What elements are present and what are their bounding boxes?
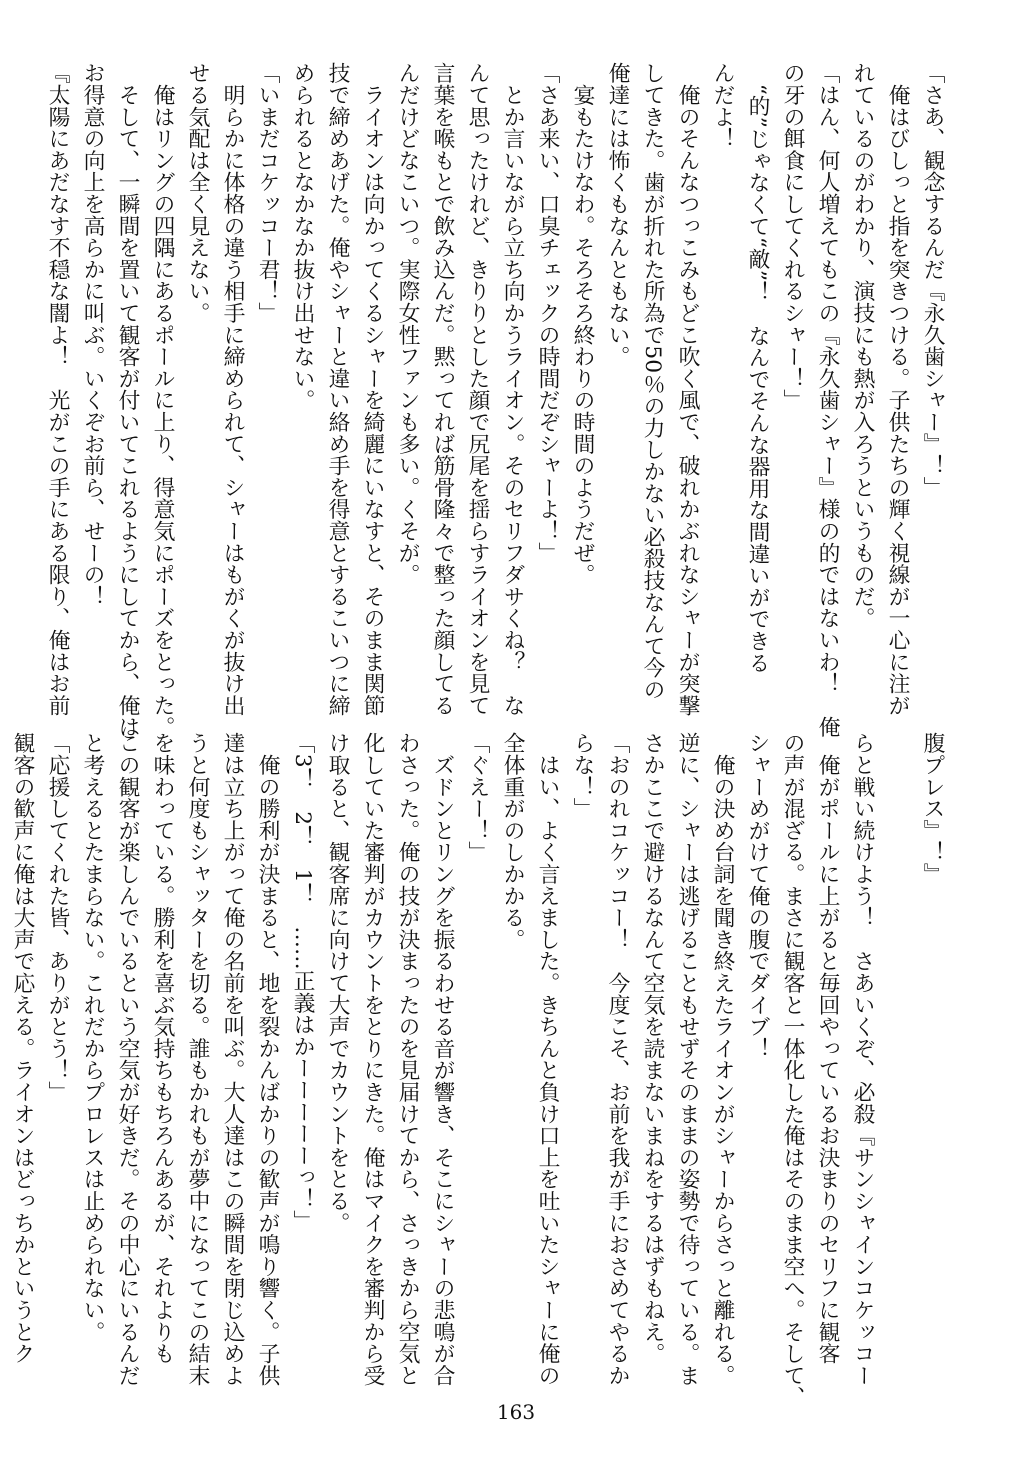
text-line: そして、一瞬間を置いて観客が付いてこれるようにしてから、俺は [115,62,140,738]
text-line: お得意の向上を高らかに叫ぶ。いくぞお前ら、せーの！ [80,62,105,607]
text-line: わさった。俺の技が決まったのを見届けてから、さっきから空気と [395,732,420,1386]
text-line: 俺達には怖くもなんともない。 [605,62,630,368]
text-line: 俺のそんなつっこみもどこ吹く風で、破れかぶれなシャーが突撃 [675,62,700,716]
text-line: の声が混ざる。まさに観客と一体化した俺はそのまま空へ。そして、 [780,732,805,1408]
text-line: 逆に、シャーは逃げることもせずそのままの姿勢で待っている。ま [675,732,700,1386]
text-line: うと何度もシャッターを切る。誰もかれもが夢中になってこの結末 [185,732,210,1386]
text-line: 俺がポールに上がると毎回やっているお決まりのセリフに観客 [815,732,840,1365]
text-line: んて思ったけれど、きりりとした顔で尻尾を揺らすライオンを見て [465,62,490,716]
text-tier-bottom [10,732,950,1408]
text-line: この観客が楽しんでいるという空気が好きだ。その中心にいるんだ [115,732,140,1386]
text-line: を味わっている。勝利を喜ぶ気持ちもちろんあるが、それよりも [150,732,175,1365]
text-line: 俺はびしっと指を突きつける。子供たちの輝く視線が一心に注が [885,62,910,716]
text-tier-top [45,62,950,738]
text-line: の牙の餌食にしてくれるシャー！」 [780,62,805,411]
text-line: シャーめがけて俺の腹でダイブ！ [745,732,770,1059]
text-line: 言葉を喉もとで飲み込んだ。黙ってれば筋骨隆々で整った顔してる [430,62,455,716]
text-line: 観客の歓声に俺は大声で応える。ライオンはどっちかというとク [10,732,35,1365]
text-line: 俺はリングの四隅にあるポールに上り、得意気にポーズをとった。 [150,62,175,738]
text-line: 全体重がのしかかる。 [500,732,525,950]
text-line: れているのがわかり、演技にも熱が入ろうというものだ。 [850,62,875,629]
text-line: 化していた審判がカウントをとりにきた。俺はマイクを審判から受 [360,732,385,1386]
text-line: ライオンは向かってくるシャーを綺麗にいなすと、そのまま関節 [360,62,385,716]
text-line: とか言いながら立ち向かうライオン。そのセリフダサくね？ な [500,62,525,716]
page-number: 163 [496,1400,536,1424]
text-line: 宴もたけなわ。そろそろ終わりの時間のようだぜ。 [570,62,595,586]
text-line: してきた。歯が折れた所為で50％の力しかない必殺技なんて今の [640,62,665,701]
text-line: 「おのれコケッコー！ 今度こそ、お前を我が手におさめてやるか [605,732,630,1386]
text-line: と考えるとたまらない。これだからプロレスは止められない。 [80,732,105,1343]
text-line: け取ると、観客席に向けて大声でカウントをとる。 [325,732,350,1234]
text-line: 『太陽にあだなす不穏な闇よ！ 光がこの手にある限り、俺はお前 [45,62,70,716]
text-line: 技で締めあげた。俺やシャーと違い絡め手を得意とするこいつに締 [325,62,350,716]
text-line: 「ぐえー！」 [465,732,490,863]
text-line: 「いまだコケッコー君！」 [255,62,280,324]
text-line: 「応援してくれた皆、ありがとう！」 [45,732,70,1103]
text-line: 腹プレス』！』 [920,732,945,885]
text-line: らな！」 [570,732,595,820]
text-line: 俺の決め台詞を聞き終えたライオンがシャーからさっと離れる。 [710,732,735,1386]
text-line: 「さあ、観念するんだ『永久歯シャー』！」 [920,62,945,498]
text-line: らと戦い続けよう！ さあいくぞ、必殺『サンシャインコケッコー [850,732,875,1386]
text-line: 「はん、何人増えてもこの『永久歯シャー』様の的ではないわ！ 俺 [815,62,840,738]
text-line: んだけどなこいつ。実際女性ファンも多い。くそが。 [395,62,420,586]
text-line: せる気配は全く見えない。 [185,62,210,324]
text-line: はい、よく言えました。きちんと負け口上を吐いたシャーに俺の [535,732,560,1386]
text-line: 明らかに体格の違う相手に締められて、シャーはもがくが抜け出 [220,62,245,716]
text-line: さかここで避けるなんて空気を読まないまねをするはずもねえ。 [640,732,665,1365]
text-line: “的”じゃなくて“敵”！ なんでそんな器用な間違いができる [745,62,770,674]
text-line: 達は立ち上がって俺の名前を叫ぶ。大人達はこの瞬間を閉じ込めよ [220,732,245,1386]
text-line: 「3！ 2！ 1！ ……正義はかーーーーーっ！」 [290,732,315,1232]
text-line: んだよ！ [710,62,735,150]
text-line: められるとなかなか抜け出せない。 [290,62,315,411]
text-line [880,732,915,1387]
text-line: 俺の勝利が決まると、地を裂かんばかりの歓声が鳴り響く。子供 [255,732,280,1386]
text-line: 「さあ来い、口臭チェックの時間だぞシャーよ！」 [535,62,560,564]
text-line: ズドンとリングを振るわせる音が響き、そこにシャーの悲鳴が合 [430,732,455,1386]
